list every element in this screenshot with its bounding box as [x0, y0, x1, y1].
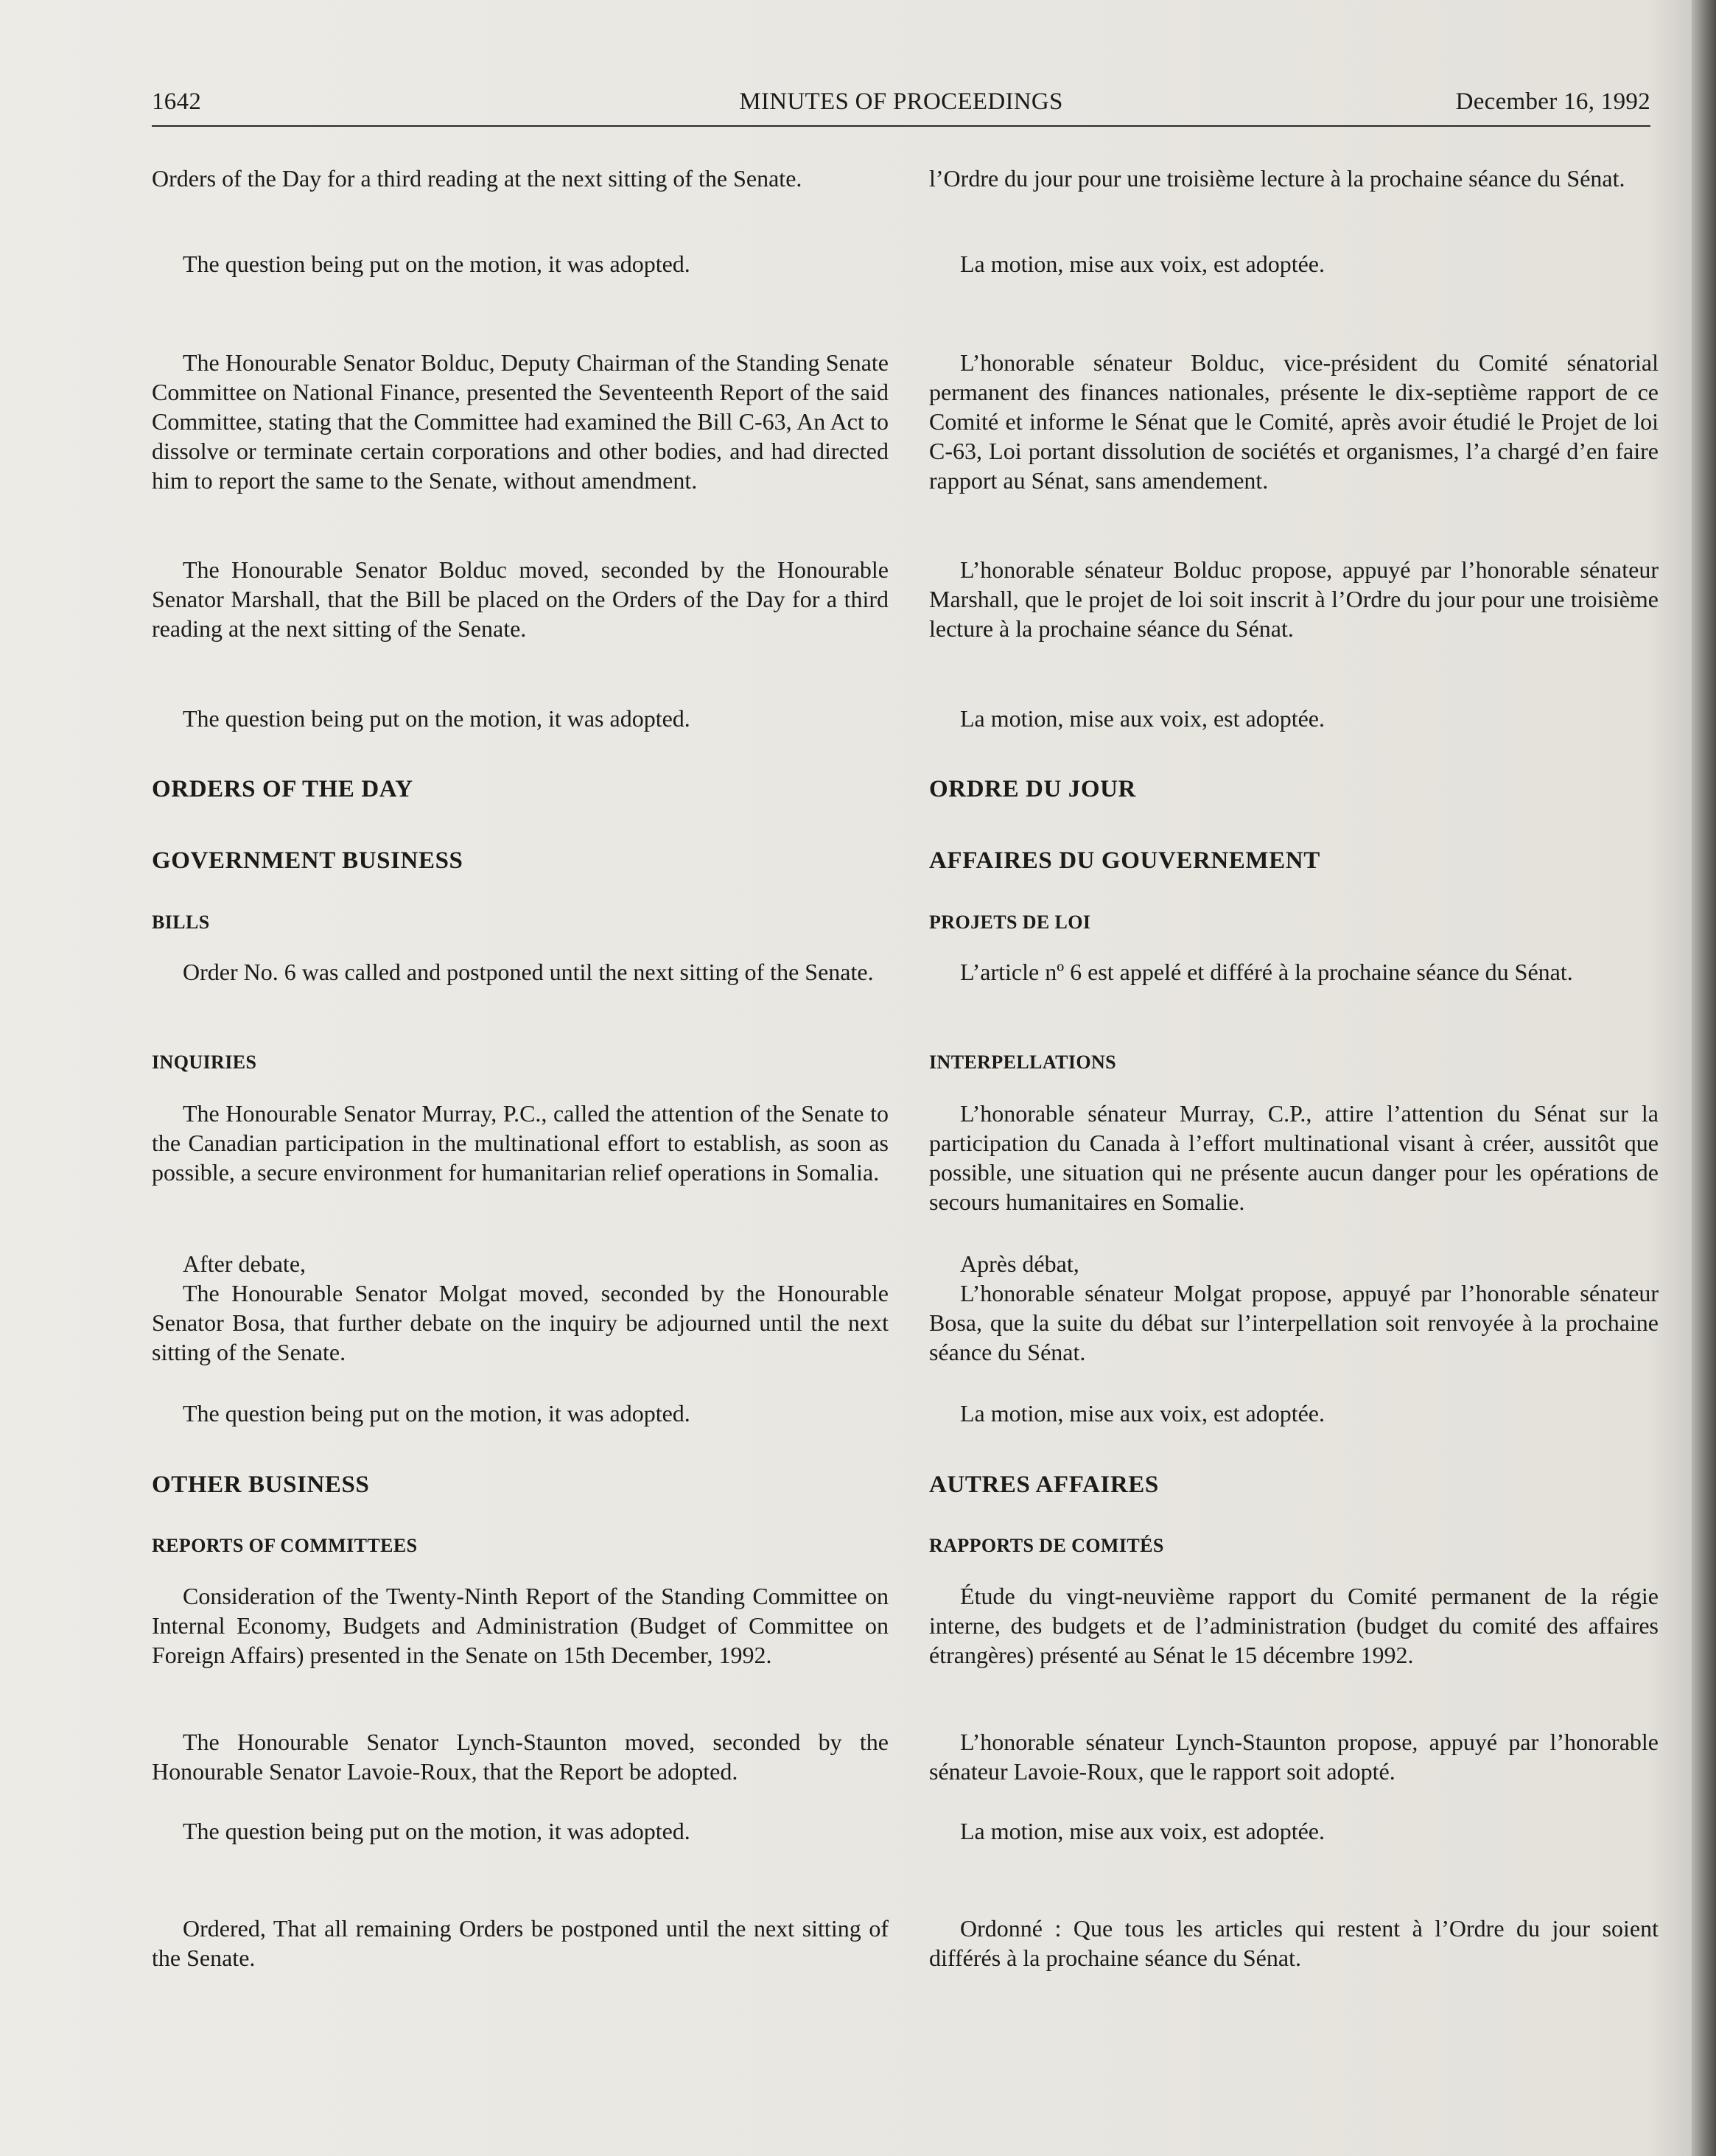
section-heading: GOVERNMENT BUSINESS: [152, 847, 463, 874]
paragraph: l’Ordre du jour pour une troisième lecture à la prochaine séance du Sénat.: [929, 165, 1625, 192]
section-heading: ORDRE DU JOUR: [929, 776, 1136, 802]
paragraph: The Honourable Senator Murray, P.C., called the attention of the Senate to the Canadian participation in the multinational effort to establish, as soon as possible, a secure environment for humanitarian relief operations in Somalia.: [152, 1100, 889, 1186]
paragraph: L’honorable sénateur Molgat propose, appuyé par l’honorable sénateur Bosa, que la suite du débat sur l’interpellation soit renvoyée à la prochaine séance du Sénat.: [929, 1280, 1659, 1365]
paragraph: Étude du vingt-neuvième rapport du Comité permanent de la régie interne, des budgets et de l’administration (budget du comité des affaires étrangères) présenté au Sénat le 15 décembre 1992.: [929, 1583, 1659, 1668]
paragraph: Ordered, That all remaining Orders be postponed until the next sitting of the Senate.: [152, 1915, 889, 1971]
paragraph: Orders of the Day for a third reading at the next sitting of the Senate.: [152, 165, 802, 192]
paragraph: The Honourable Senator Molgat moved, seconded by the Honourable Senator Bosa, that further debate on the inquiry be adjourned until the next sitting of the Senate.: [152, 1280, 889, 1365]
paragraph: La motion, mise aux voix, est adoptée.: [960, 1818, 1325, 1844]
paragraph: La motion, mise aux voix, est adoptée.: [960, 705, 1325, 732]
page-header: [152, 88, 1650, 122]
paragraph: La motion, mise aux voix, est adoptée.: [960, 1400, 1325, 1427]
paragraph: The Honourable Senator Lynch-Staunton moved, seconded by the Honourable Senator Lavoie-Roux, that the Report be adopted.: [152, 1729, 889, 1785]
paragraph: L’honorable sénateur Bolduc propose, appuyé par l’honorable sénateur Marshall, que le projet de loi soit inscrit à l’Ordre du jour pour une troisième lecture à la prochaine séance du Sénat.: [929, 556, 1659, 642]
paragraph: The Honourable Senator Bolduc moved, seconded by the Honourable Senator Marshall, that the Bill be placed on the Orders of the Day for a third reading at the next sitting of the Senate.: [152, 556, 889, 642]
paragraph: Consideration of the Twenty-Ninth Report of the Standing Committee on Internal Economy, Budgets and Administration (Budget of Committee on Foreign Affairs) presented in the Senate on 15th December, 1992.: [152, 1583, 889, 1668]
section-heading: OTHER BUSINESS: [152, 1471, 370, 1498]
subsection-heading: REPORTS OF COMMITTEES: [152, 1535, 418, 1556]
subsection-heading: BILLS: [152, 911, 210, 933]
header-date: December 16, 1992: [1455, 88, 1650, 115]
header-rule: [152, 125, 1650, 127]
paragraph: Ordonné : Que tous les articles qui restent à l’Ordre du jour soient différés à la prochaine séance du Sénat.: [929, 1915, 1659, 1971]
paragraph: The question being put on the motion, it was adopted.: [183, 1818, 690, 1844]
subsection-heading: PROJETS DE LOI: [929, 911, 1091, 933]
section-heading: ORDERS OF THE DAY: [152, 776, 413, 802]
paragraph: After debate,: [183, 1250, 307, 1277]
section-heading: AUTRES AFFAIRES: [929, 1471, 1159, 1498]
paragraph: The question being put on the motion, it was adopted.: [183, 251, 690, 277]
subsection-heading: INTERPELLATIONS: [929, 1051, 1117, 1073]
paragraph: L’honorable sénateur Lynch-Staunton propose, appuyé par l’honorable sénateur Lavoie-Roux, que le rapport soit adopté.: [929, 1729, 1659, 1785]
subsection-heading: INQUIRIES: [152, 1051, 257, 1073]
paragraph: Après débat,: [960, 1250, 1079, 1277]
paragraph: L’honorable sénateur Murray, C.P., attire l’attention du Sénat sur la participation du Canada à l’effort multinational visant à créer, aussitôt que possible, une situation qui ne présente aucun danger pour les opérations de secours humanitaires en Somalie.: [929, 1100, 1659, 1215]
paragraph: Order No. 6 was called and postponed until the next sitting of the Senate.: [183, 959, 874, 985]
page-number: 1642: [152, 88, 202, 115]
paragraph: The question being put on the motion, it was adopted.: [183, 705, 690, 732]
paragraph: The question being put on the motion, it was adopted.: [183, 1400, 690, 1427]
page-edge-shadow: [1692, 0, 1716, 2156]
running-title: MINUTES OF PROCEEDINGS: [739, 88, 1063, 115]
paragraph: L’honorable sénateur Bolduc, vice-président du Comité sénatorial permanent des finances nationales, présente le dix-septième rapport de ce Comité et informe le Sénat que le Comité, après avoir étudié le Projet de loi C-63, Loi portant dissolution de sociétés et organismes, l’a chargé d’en faire rapport au Sénat, sans amendement.: [929, 349, 1659, 494]
paragraph: La motion, mise aux voix, est adoptée.: [960, 251, 1325, 277]
subsection-heading: RAPPORTS DE COMITÉS: [929, 1535, 1164, 1556]
section-heading: AFFAIRES DU GOUVERNEMENT: [929, 847, 1320, 874]
paragraph: L’article nº 6 est appelé et différé à la prochaine séance du Sénat.: [960, 959, 1573, 985]
paragraph: The Honourable Senator Bolduc, Deputy Chairman of the Standing Senate Committee on National Finance, presented the Seventeenth Report of the said Committee, stating that the Committee had examined the Bill C-63, An Act to dissolve or terminate certain corporations and other bodies, and had directed him to report the same to the Senate, without amendment.: [152, 349, 889, 494]
